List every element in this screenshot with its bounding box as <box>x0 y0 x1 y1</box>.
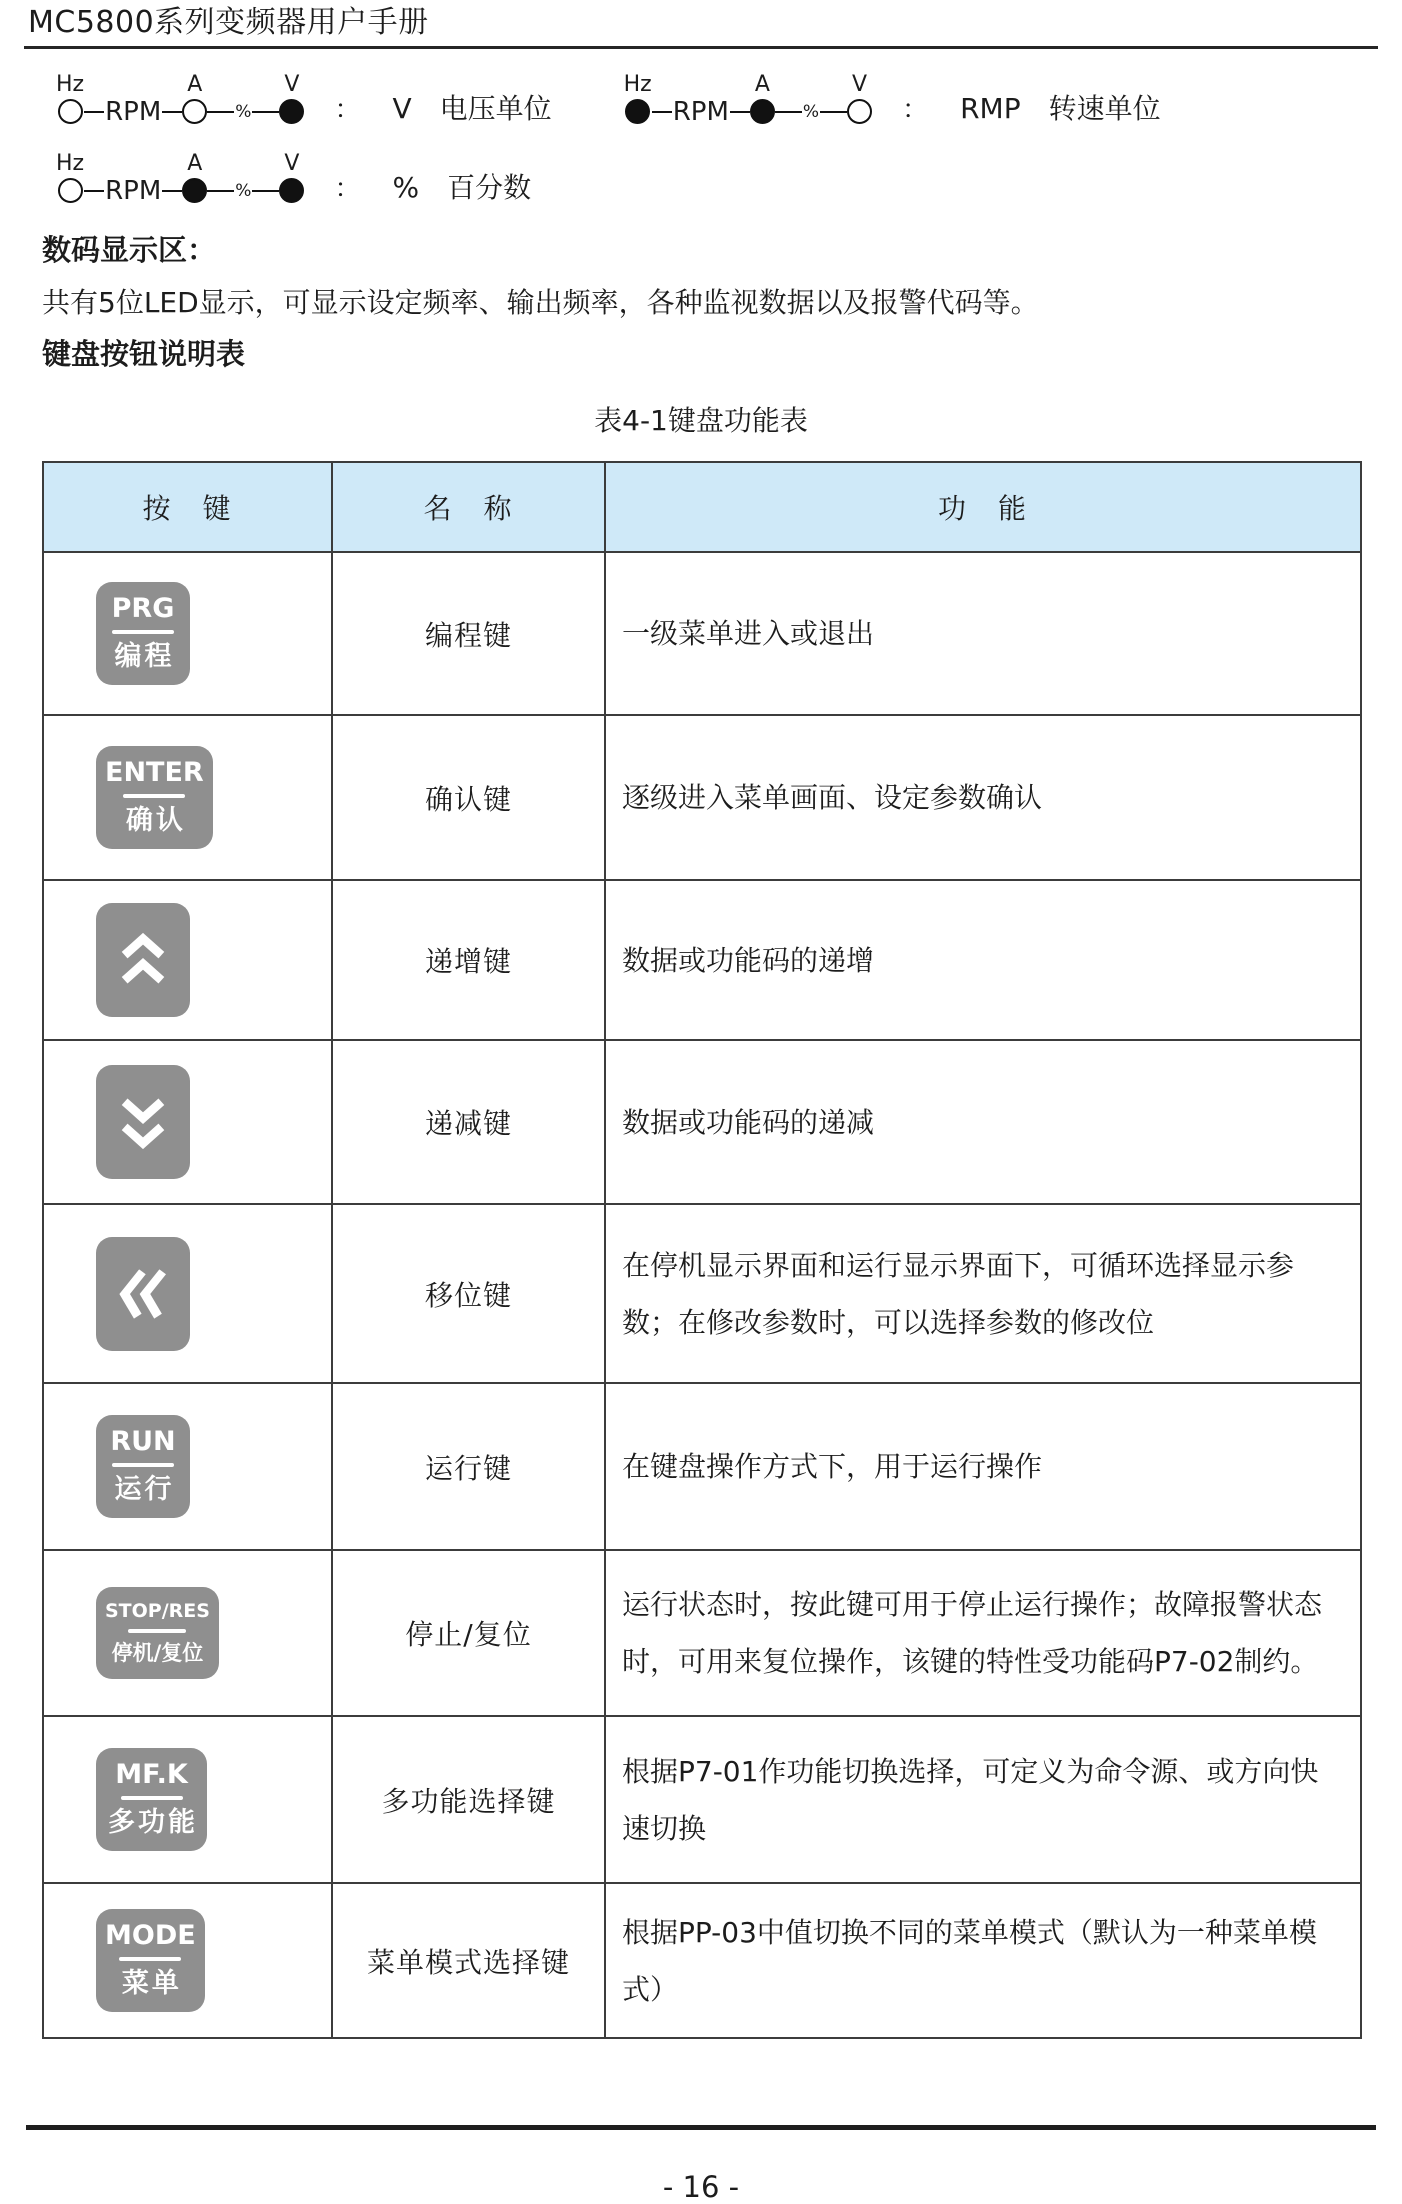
key-top-label: RUN <box>110 1426 176 1457</box>
stop-reset-key-button <box>96 1587 219 1679</box>
hz-led-icon <box>58 178 83 203</box>
percent-connector-label: % <box>235 181 252 201</box>
v-led-icon <box>279 178 304 203</box>
table-row-run <box>43 1383 1361 1550</box>
keypad-heading: 键盘按钮说明表 <box>42 337 246 371</box>
connector-line <box>652 111 672 113</box>
a-led-unit <box>182 152 207 203</box>
key-name: 递增键 <box>332 880 605 1040</box>
key-bottom-label: 停机/复位 <box>111 1641 204 1665</box>
v-led-unit <box>279 152 304 203</box>
key-top-label: ENTER <box>105 757 204 788</box>
a-led-icon <box>182 99 207 124</box>
a-led-icon <box>182 178 207 203</box>
table-row-multifunction <box>43 1716 1361 1883</box>
legend-meaning: 转速单位 <box>1048 92 1161 125</box>
prg-key-button <box>96 582 190 685</box>
key-function: 运行状态时，按此键可用于停止运行操作；故障报警状态时，可用来复位操作，该键的特性受功能码P7-02制约。 <box>605 1550 1361 1716</box>
digital-display-body: 共有5位LED显示，可显示设定频率、输出频率，各种监视数据以及报警代码等。 <box>42 286 1039 319</box>
double-chevron-up-icon <box>114 927 172 993</box>
connector-line <box>84 190 104 192</box>
connector-line <box>207 111 234 113</box>
hz-led-icon <box>625 99 650 124</box>
key-bottom-label: 运行 <box>114 1474 175 1505</box>
key-divider <box>123 794 185 798</box>
key-top-label: PRG <box>111 593 175 624</box>
a-led-label: A <box>754 72 770 97</box>
decrement-key-button <box>96 1065 190 1179</box>
v-led-label: V <box>284 72 300 97</box>
key-bottom-label: 菜单 <box>121 1968 182 1999</box>
key-divider <box>112 1463 174 1467</box>
led-legend-item-voltage <box>56 72 552 127</box>
key-function: 逐级进入菜单画面、设定参数确认 <box>605 715 1361 880</box>
led-legend-item-percent <box>56 151 532 206</box>
footer-rule <box>26 2125 1376 2130</box>
key-divider <box>128 1629 186 1633</box>
key-name: 递减键 <box>332 1040 605 1204</box>
mfk-key-button <box>96 1748 207 1851</box>
hz-led-unit <box>624 73 652 124</box>
a-led-unit <box>750 73 775 124</box>
page-title: MC5800系列变频器用户手册 <box>28 5 429 40</box>
hz-led-unit <box>56 152 84 203</box>
table-row-prg <box>43 552 1361 715</box>
a-led-unit <box>182 73 207 124</box>
led-legend-item-speed <box>623 72 1161 127</box>
key-divider <box>121 1796 183 1800</box>
table-row-decrement <box>43 1040 1361 1204</box>
legend-colon: ： <box>334 95 361 125</box>
v-led-label: V <box>284 151 300 176</box>
key-divider <box>112 630 174 634</box>
led-legend-row <box>56 72 1402 127</box>
table-row-increment <box>43 880 1361 1040</box>
shift-key-button <box>96 1237 190 1351</box>
key-function: 数据或功能码的递减 <box>605 1040 1361 1204</box>
connector-line <box>730 111 750 113</box>
double-chevron-down-icon <box>114 1089 172 1155</box>
a-led-label: A <box>187 151 203 176</box>
digital-display-heading: 数码显示区： <box>42 233 217 267</box>
table-row-mode <box>43 1883 1361 2038</box>
page-number: - 16 - <box>662 2170 740 2204</box>
legend-symbol: RMP <box>960 92 1021 125</box>
a-led-icon <box>750 99 775 124</box>
hz-led-icon <box>58 99 83 124</box>
connector-line <box>162 190 182 192</box>
table-row-shift <box>43 1204 1361 1383</box>
v-led-unit <box>847 73 872 124</box>
key-bottom-label: 多功能 <box>108 1807 198 1838</box>
table-row-stop-reset <box>43 1550 1361 1716</box>
key-top-label: STOP/RES <box>105 1600 210 1622</box>
key-name: 确认键 <box>332 715 605 880</box>
legend-meaning: 百分数 <box>447 171 532 204</box>
connector-line <box>207 190 234 192</box>
key-bottom-label: 确认 <box>125 805 186 836</box>
rpm-connector-label: RPM <box>105 176 162 206</box>
key-function: 一级菜单进入或退出 <box>605 552 1361 715</box>
key-function: 根据PP-03中值切换不同的菜单模式（默认为一种菜单模式） <box>605 1883 1361 2038</box>
connector-line <box>775 111 802 113</box>
table-header-row <box>43 462 1361 552</box>
rpm-connector-label: RPM <box>672 97 729 127</box>
key-top-label: MODE <box>105 1920 196 1951</box>
percent-connector-label: % <box>235 102 252 122</box>
legend-symbol: V <box>392 92 412 125</box>
led-legend <box>0 49 1402 206</box>
key-function: 在键盘操作方式下，用于运行操作 <box>605 1383 1361 1550</box>
hz-led-label: Hz <box>56 151 85 176</box>
key-divider <box>119 1957 181 1961</box>
mode-key-button <box>96 1909 205 2012</box>
column-header-name: 名 称 <box>332 462 605 552</box>
keypad-function-table <box>42 461 1362 2039</box>
v-led-label: V <box>852 72 868 97</box>
run-key-button <box>96 1415 190 1518</box>
table-caption: 表4-1键盘功能表 <box>594 404 808 437</box>
double-chevron-left-icon <box>113 1261 174 1327</box>
connector-line <box>820 111 847 113</box>
column-header-function: 功 能 <box>605 462 1361 552</box>
percent-connector-label: % <box>802 102 820 122</box>
increment-key-button <box>96 903 190 1017</box>
a-led-label: A <box>187 72 203 97</box>
key-name: 菜单模式选择键 <box>332 1883 605 2038</box>
key-function: 根据P7-01作功能切换选择，可定义为命令源、或方向快速切换 <box>605 1716 1361 1883</box>
key-function: 在停机显示界面和运行显示界面下，可循环选择显示参数；在修改参数时，可以选择参数的修改位 <box>605 1204 1361 1383</box>
key-name: 编程键 <box>332 552 605 715</box>
v-led-icon <box>847 99 872 124</box>
legend-meaning: 电压单位 <box>439 92 552 125</box>
key-name: 停止/复位 <box>332 1550 605 1716</box>
legend-symbol: % <box>392 171 420 204</box>
legend-colon: ： <box>902 95 929 125</box>
enter-key-button <box>96 746 213 849</box>
connector-line <box>252 190 279 192</box>
hz-led-unit <box>56 73 84 124</box>
v-led-icon <box>279 99 304 124</box>
connector-line <box>162 111 182 113</box>
key-top-label: MF.K <box>115 1759 188 1790</box>
table-row-enter <box>43 715 1361 880</box>
connector-line <box>252 111 279 113</box>
key-name: 多功能选择键 <box>332 1716 605 1883</box>
legend-colon: ： <box>334 174 361 204</box>
led-legend-row <box>56 151 1402 206</box>
hz-led-label: Hz <box>56 72 85 97</box>
key-bottom-label: 编程 <box>114 641 175 672</box>
key-function: 数据或功能码的递增 <box>605 880 1361 1040</box>
rpm-connector-label: RPM <box>105 97 162 127</box>
hz-led-label: Hz <box>623 72 652 97</box>
key-name: 移位键 <box>332 1204 605 1383</box>
column-header-key: 按 键 <box>43 462 332 552</box>
key-name: 运行键 <box>332 1383 605 1550</box>
connector-line <box>84 111 104 113</box>
v-led-unit <box>279 73 304 124</box>
